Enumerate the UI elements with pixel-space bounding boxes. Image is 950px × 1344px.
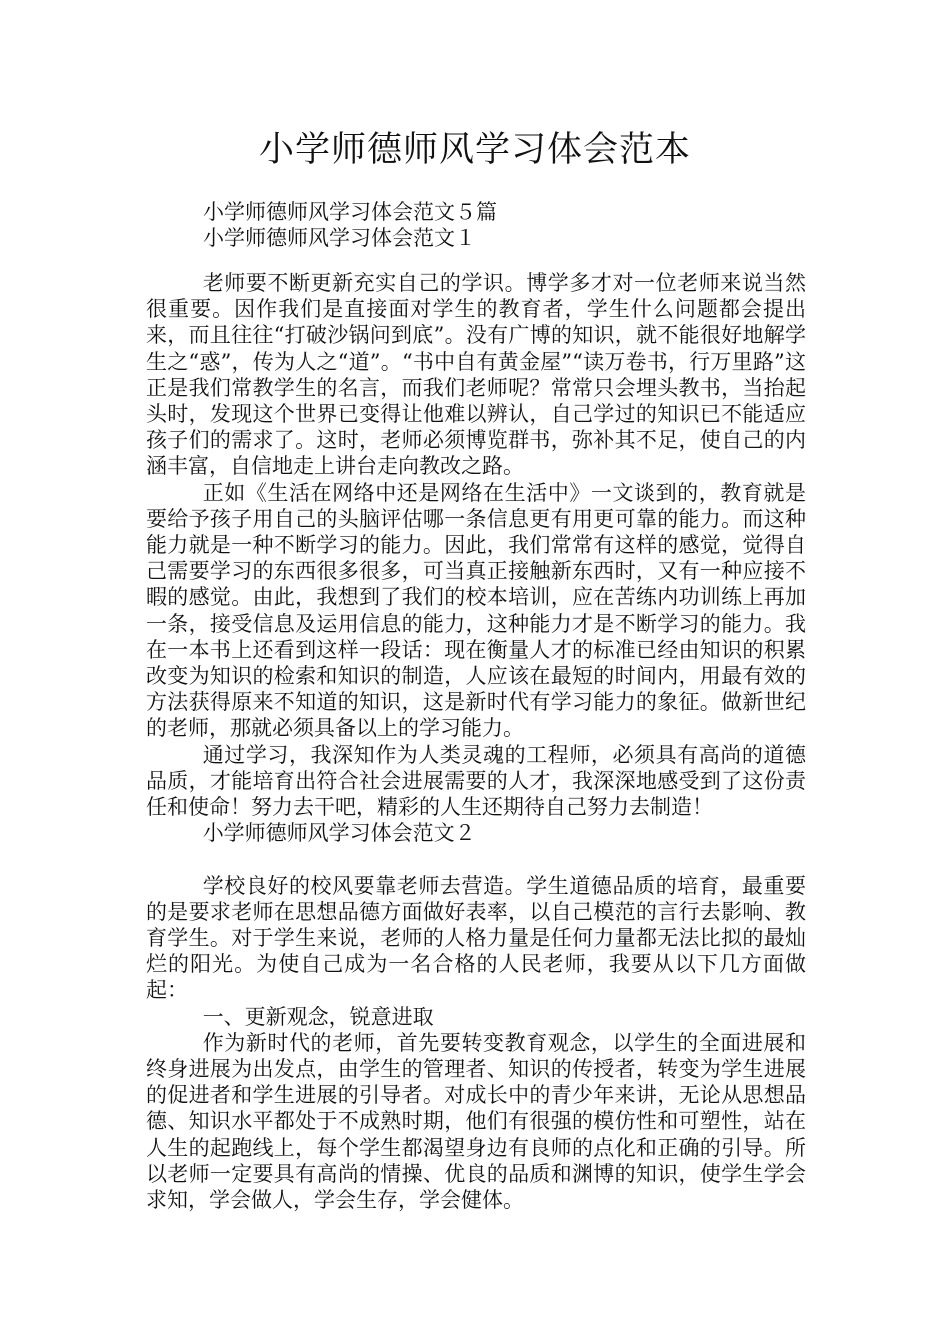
paragraph-gap [146, 846, 806, 872]
paragraph-4: 学校良好的校风要靠老师去营造。学生道德品质的培育，最重要的是要求老师在思想品德方面做好表率，以自己模范的言行去影响、教育学生。对于学生来说，老师的人格力量是任何力量都无法比拟的最灿烂的阳光。为使自己成为一名合格的人民老师，我要从以下几方面做起： [146, 873, 806, 1003]
paragraph-2: 正如《生活在网络中还是网络在生活中》一文谈到的，教育就是要给予孩子用自己的头脑评估哪一条信息更有用更可靠的能力。而这种能力就是一种不断学习的能力。因此，我们常常有这样的感觉，觉得自己需要学习的东西很多很多，可当真正接触新东西时，又有一种应接不暇的感觉。由此，我想到了我们的校本培训，应在苦练内功训练上再加一条，接受信息及运用信息的能力，这种能力才是不断学习的能力。我在一本书上还看到这样一段话：现在衡量人才的标准已经由知识的积累改变为知识的检索和知识的制造，人应该在最短的时间内，用最有效的方法获得原来不知道的知识，这是新时代有学习能力的象征。做新世纪的老师，那就必须具备以上的学习能力。 [146, 480, 806, 741]
paragraph-1: 老师要不断更新充实自己的学识。博学多才对一位老师来说当然很重要。因作我们是直接面对学生的教育者，学生什么问题都会提出来，而且往往“打破沙锅问到底”。没有广博的知识，就不能很好地解学生之“惑”，传为人之“道”。“书中自有黄金屋”“读万卷书，行万里路”这正是我们常教学生的名言，而我们老师呢？常常只会埋头教书，当抬起头时，发现这个世界已变得让他难以辨认，自己学过的知识已不能适应孩子们的需求了。这时，老师必须博览群书，弥补其不足，使自己的内涵丰富，自信地走上讲台走向教改之路。 [146, 271, 806, 479]
subtitle-essay-1: 小学师德师风学习体会范文１ [203, 226, 476, 250]
paragraph-5: 作为新时代的老师，首先要转变教育观念，以学生的全面进展和终身进展为出发点，由学生的管理者、知识的传授者，转变为学生进展的促进者和学生进展的引导者。对成长中的青少年来讲，无论从思想品德、知识水平都处于不成熟时期，他们有很强的模仿性和可塑性，站在人生的起跑线上，每个学生都渴望身边有良师的点化和正确的引导。所以老师一定要具有高尚的情操、优良的品质和渊博的知识，使学生学会求知，学会做人，学会生存，学会健体。 [146, 1030, 806, 1213]
document-body [146, 270, 806, 1213]
document-title: 小学师德师风学习体会范本 [258, 130, 691, 170]
subtitle-collection: 小学师德师风学习体会范文５篇 [203, 200, 497, 224]
essay-2-heading: 小学师德师风学习体会范文２ [202, 821, 476, 846]
paragraph-3: 通过学习，我深知作为人类灵魂的工程师，必须具有高尚的道德品质，才能培育出符合社会进展需要的人才，我深深地感受到了这份责任和使命！努力去干吧，精彩的人生还期待自己努力去制造！ [146, 742, 806, 820]
section-heading-1: 一、更新观念，锐意进取 [202, 1004, 434, 1029]
